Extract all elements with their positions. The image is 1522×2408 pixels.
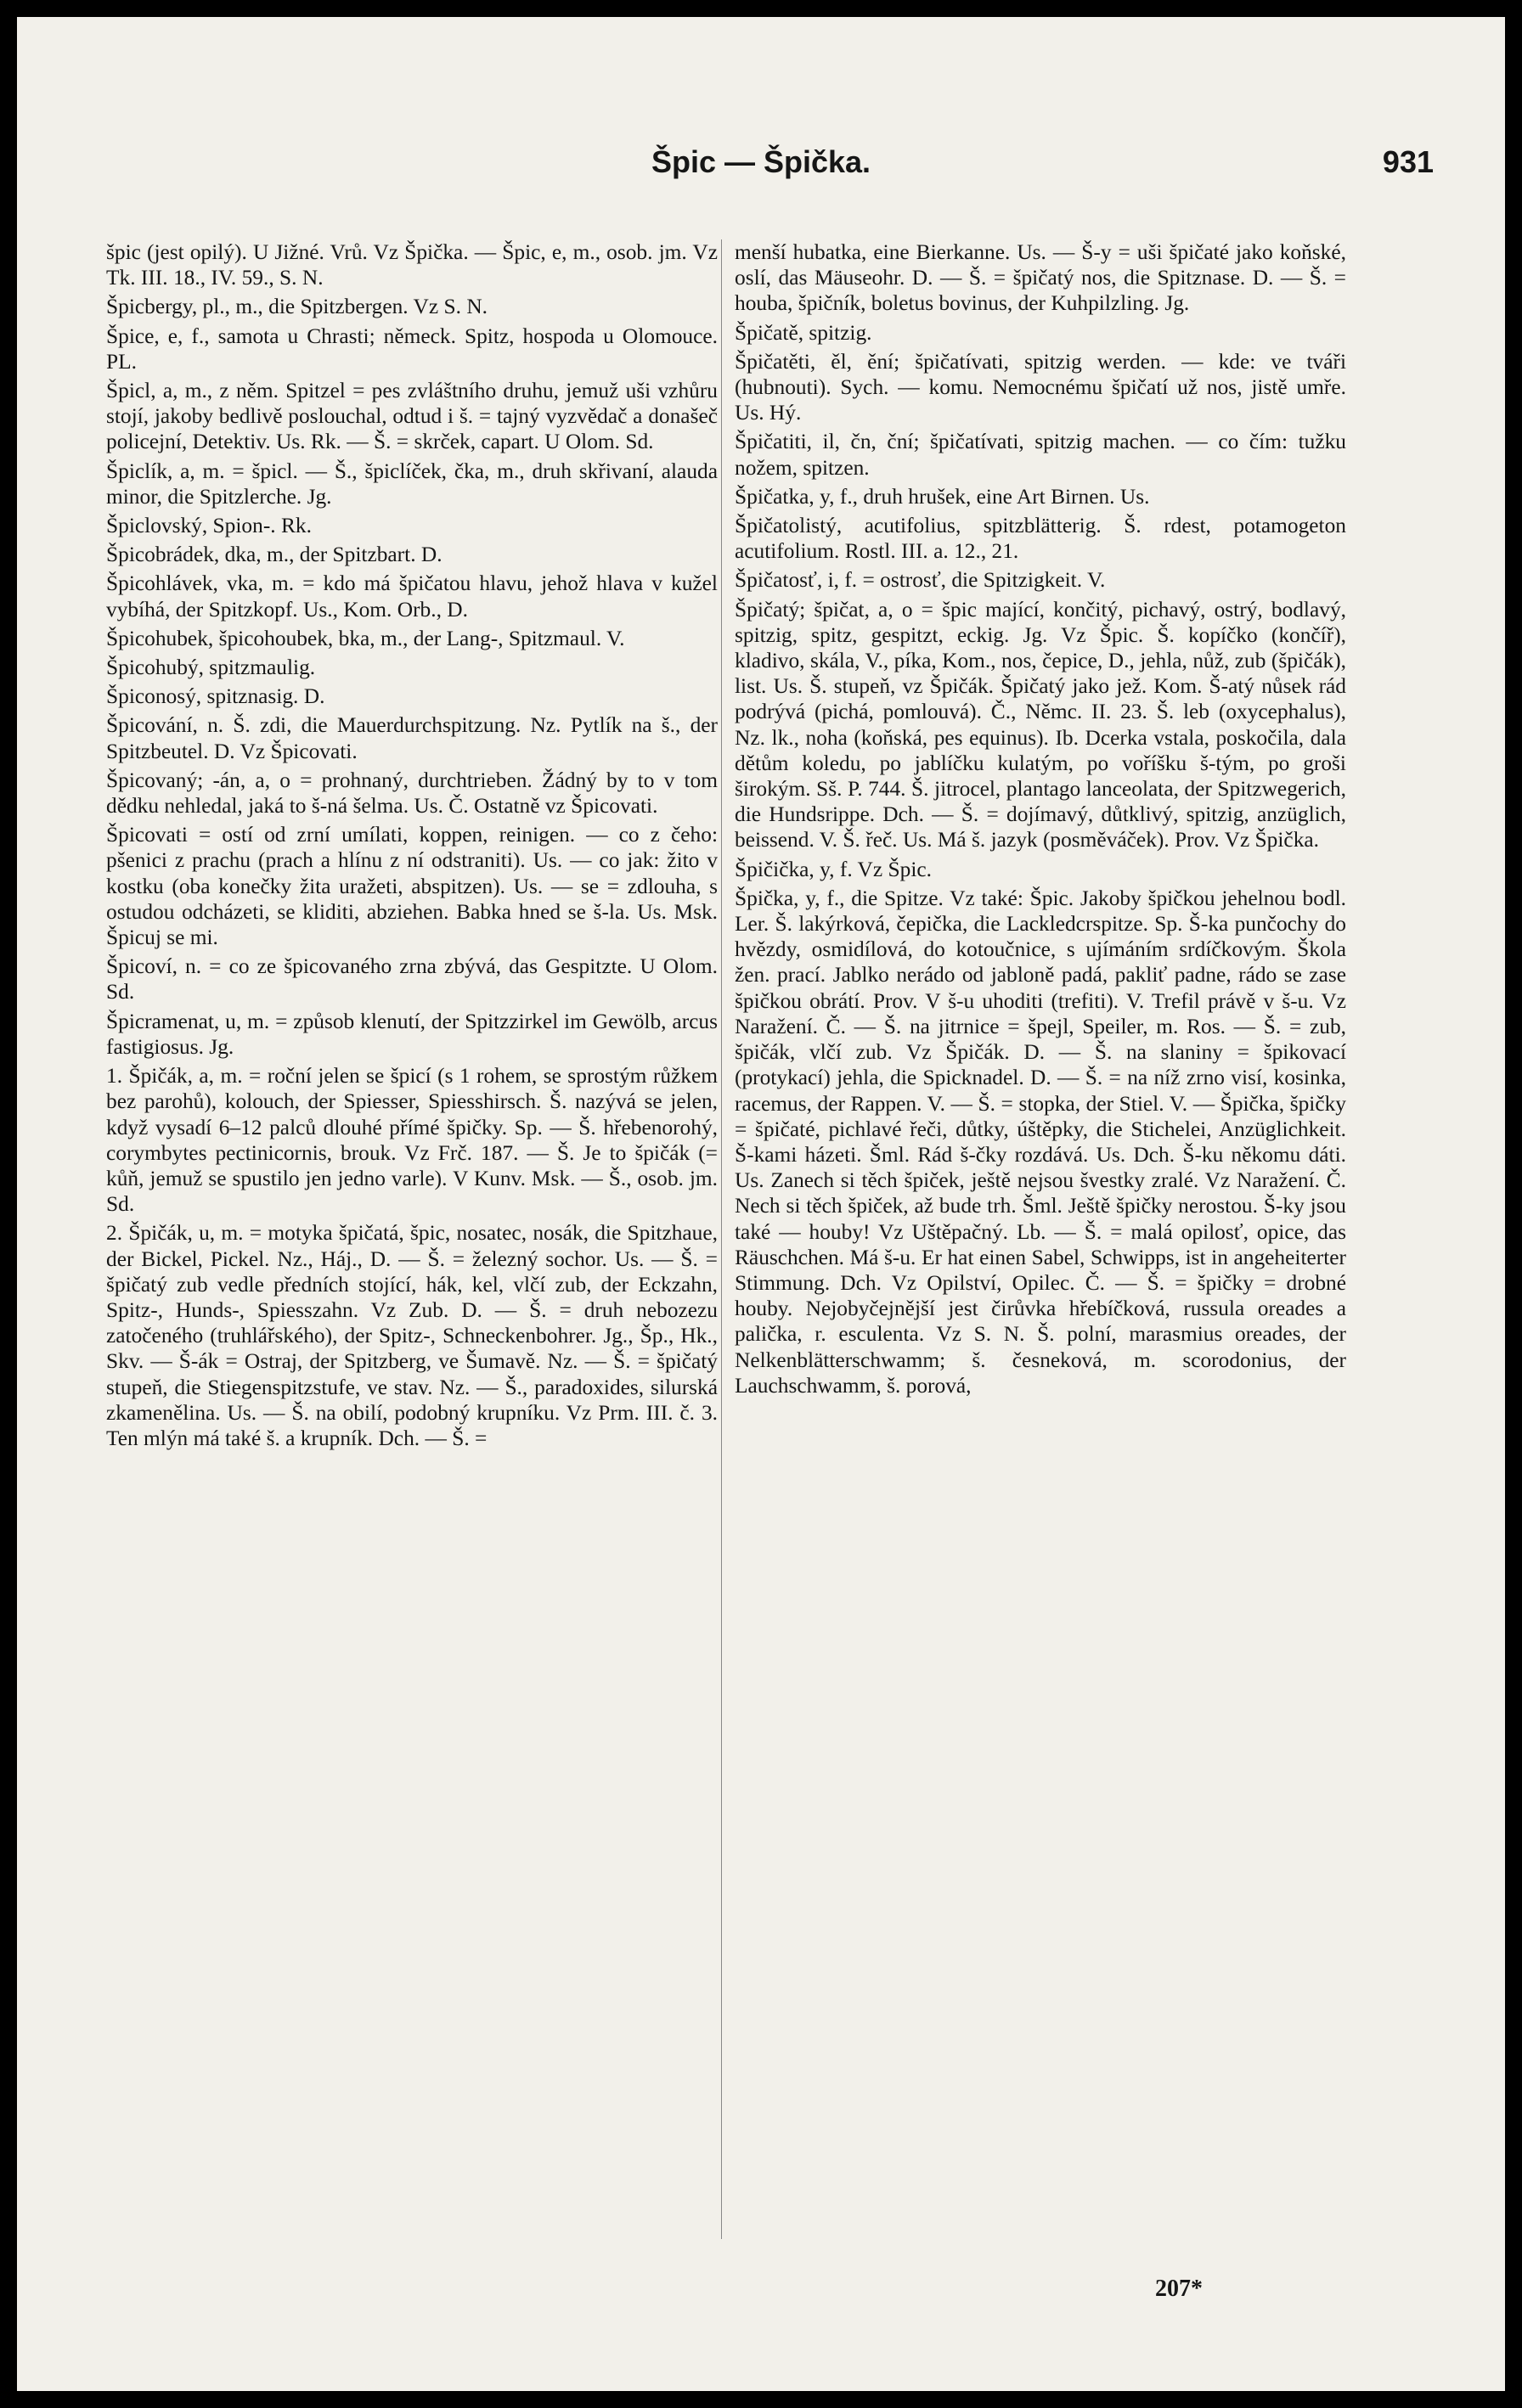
left-column-entry: Špicohubý, spitzmaulig. — [106, 655, 316, 680]
left-column-entry: Špiconosý, spitznasig. D. — [106, 684, 325, 709]
right-column-entry: Špičatěti, ěl, ění; špičatívati, spitzig werden. — kde: ve tváři (hubnouti). Sych. — komu. Nemocnému špičatí už nos, jistě umře. Us. Hý. — [735, 349, 1346, 425]
left-column-entry: Špicl, a, m., z něm. Spitzel = pes zvláštního druhu, jemuž uši vzhůru stojí, jakoby bedlivě poslouchal, odtud i š. = tajný vyzvědač a donašeč policejní, Detektiv. Us. Rk. — Š. = skrček, capart. U Olom. Sd. — [106, 379, 718, 454]
left-column-entry: Špicohubek, špicohoubek, bka, m., der Lang-, Spitzmaul. V. — [106, 626, 625, 650]
left-column-entry: Špicramenat, u, m. = způsob klenutí, der Spitzzirkel im Gewölb, arcus fastigiosus. Jg. — [106, 1009, 718, 1059]
right-column-entry: menší hubatka, eine Bierkanne. Us. — Š-y = uši špičaté jako koňské, oslí, das Mäuseohr. D. — Š. = špičatý nos, die Spitznase. D. — Š. = houba, špičník, boletus bovinus, der Kuhpilzling. Jg. — [735, 240, 1346, 316]
left-column-entry: Špicbergy, pl., m., die Spitzbergen. Vz S. N. — [106, 295, 488, 319]
left-column-entry: Špicování, n. Š. zdi, die Mauerdurchspitzung. Nz. Pytlík na š., der Spitzbeutel. D. Vz Špicovati. — [106, 713, 718, 763]
right-column-entry: Špičatiti, il, čn, ční; špičatívati, spitzig machen. — co čím: tužku nožem, spitzen. — [735, 430, 1346, 480]
right-column-entry: Špičatosť, i, f. = ostrosť, die Spitzigkeit. V. — [735, 568, 1106, 593]
left-column-entry: Špiclík, a, m. = špicl. — Š., špiclíček, čka, m., druh skřivaní, alauda minor, die Spitzlerche. Jg. — [106, 459, 718, 509]
right-column-entry: Špičatka, y, f., druh hrušek, eine Art Birnen. Us. — [735, 484, 1150, 509]
right-column — [735, 239, 1346, 1402]
left-column-entry: špic (jest opilý). U Jižné. Vrů. Vz Špička. — Špic, e, m., osob. jm. Vz Tk. III. 18., IV. 59., S. N. — [106, 240, 718, 290]
right-column-entry: Špička, y, f., die Spitze. Vz také: Špic. Jakoby špičkou jehelnou bodl. Ler. Š. lakýrková, čepička, die Lackledcrspitze. Sp. Š-ka punčochy do hvězdy, osmidílová, do kotoučnice, s ujímáním srdíčkovým. Škola žen. prací. Jablko nerádo od jabloně padá, pakliť padne, rádo se zase špičkou obrátí. Prov. V š-u uhoditi (trefiti). V. Trefil právě v š-u. Vz Naražení. Č. — Š. na jitrnice = špejl, Speiler, m. Ros. — Š. = zub, špičák, vlčí zub. Vz Špičák. D. — Š. na slaniny = špikovací (protykací) jehla, die Spicknadel. D. — Š. = na níž zrno visí, kosinka, racemus, der Rappen. V. — Š. = stopka, der Stiel. V. — Špička, špičky = špičaté, pichlavé řeči, důtky, úštěpky, die Stichelei, Anzüglichkeit. Š-kami házeti. Šml. Rád š-čky rozdává. Us. Dch. Š-ku někomu dáti. Us. Zanech si těch špiček, ještě nejsou švestky zralé. Vz Naražení. Č. Nech si těch špiček, až bude trh. Šml. Ještě špičky nerostou. Š-ky jsou také — houby! Vz Uštěpačný. Lb. — Š. = malá opilosť, opice, das Räuschchen. Má š-u. Er hat einen Sabel, Schwipps, ist in angeheiterter Stimmung. Dch. Vz Opilství, Opilec. Č. — Š. = špičky = drobné houby. Nejobyčejnější jest čirůvka hřebíčková, russula oreades a palička, r. esculenta. Vz S. N. Š. polní, marasmius oreades, der Nelkenblätterschwamm; š. česneková, m. scorodonius, der Lauchschwamm, š. porová, — [735, 886, 1346, 1398]
left-column-entry: Špice, e, f., samota u Chrasti; německ. Spitz, hospoda u Olomouce. PL. — [106, 324, 718, 374]
left-column-entry: Špicobrádek, dka, m., der Spitzbart. D. — [106, 543, 443, 567]
left-column-entry: 1. Špičák, a, m. = roční jelen se špicí (s 1 rohem, se sprostým růžkem bez parohů), kolouch, der Spiesser, Spiesshirsch. Š. nazývá se jelen, když vysadí 6–12 palců dlouhé přímé špičky. Sp. — Š. hřebenorohý, corymbytes pectinicornis, brouk. Vz Frč. 187. — Š. Je to špičák (= kůň, jemuž se spustilo jen jedno varle). V Kunv. Msk. — Š., osob. jm. Sd. — [106, 1064, 718, 1217]
left-column-entry: Špicoví, n. = co ze špicovaného zrna zbývá, das Gespitzte. U Olom. Sd. — [106, 954, 718, 1004]
right-column-entry: Špičička, y, f. Vz Špic. — [735, 857, 932, 881]
running-title: Špic — Špička. — [651, 144, 871, 179]
left-column-entry: Špiclovský, Spion-. Rk. — [106, 514, 312, 538]
left-column — [106, 239, 718, 1454]
right-column-entry: Špičatý; špičat, a, o = špic mající, končitý, pichavý, ostrý, bodlavý, spitzig, spitz, gespitzt, eckig. Jg. Vz Špic. Š. kopíčko (končíř), kladivo, skála, V., píka, Kom., nos, čepice, D., jehla, nůž, zub (špičák), list. Us. Š. stupeň, vz Špičák. Špičatý jako jež. Kom. Š-atý nůsek rád podrývá (pichá, pomlouvá). Č., Němc. II. 23. Š. leb (oxycephalus), Nz. lk., noha (koňská, pes equinus). Ib. Dcerka vstala, poskočila, dala dětům koledu, po jablíčku kulatým, po voříšku š-tým, po groši širokým. Sš. P. 744. Š. jitrocel, plantago lanceolata, der Spitzwegerich, die Hundsrippe. Dch. — Š. = dojímavý, důtklivý, spitzig, anzüglich, beissend. V. Š. řeč. Us. Má š. jazyk (posměváček). Prov. Vz Špička. — [735, 597, 1346, 852]
signature-mark: 207* — [1155, 2276, 1203, 2302]
left-column-entry: 2. Špičák, u, m. = motyka špičatá, špic, nosatec, nosák, die Spitzhaue, der Bickel, Pickel. Nz., Háj., D. — Š. = železný sochor. Us. — Š. = špičatý zub vedle předních stojící, hák, kel, vlčí zub, der Eckzahn, Spitz-, Hunds-, Spiesszahn. Vz Zub. D. — Š. = druh nebozezu zatočeného (truhlářského), der Spitz-, Schneckenbohrer. Jg., Šp., Hk., Skv. — Š-ák = Ostraj, der Spitzberg, ve Šumavě. Nz. — Š. = špičatý stupeň, die Stiegenspitzstufe, ve stav. Nz. — Š., paradoxides, silurská zkamenělina. Us. — Š. na obilí, podobný krupníku. Vz Prm. III. č. 3. Ten mlýn má také š. a krupník. Dch. — Š. = — [106, 1221, 718, 1450]
dictionary-page — [17, 17, 1505, 2391]
page-header — [17, 144, 1505, 195]
left-column-entry: Špicovati = ostí od zrní umílati, koppen, reinigen. — co z čeho: pšenici z prachu (prach a hlínu z ní odstraniti). Us. — co jak: žito v kostku (oba konečky žita uražeti, abspitzen). Us. — se = zdlouha, s ostudou odcházeti, se kliditi, abziehen. Babka hned se š-la. Us. Msk. Špicuj se mi. — [106, 823, 718, 950]
left-column-entry: Špicohlávek, vka, m. = kdo má špičatou hlavu, jehož hlava v kužel vybíhá, der Spitzkopf. Us., Kom. Orb., D. — [106, 571, 718, 622]
right-column-entry: Špičatě, spitzig. — [735, 320, 872, 345]
left-column-entry: Špicovaný; -án, a, o = prohnaný, durchtrieben. Žádný by to v tom dědku nehledal, jaká to š-ná šelma. Us. Č. Ostatně vz Špicovati. — [106, 768, 718, 819]
page-number: 931 — [1382, 144, 1434, 179]
right-column-entry: Špičatolistý, acutifolius, spitzblätterig. Š. rdest, potamogeton acutifolium. Rostl. III. a. 12., 21. — [735, 514, 1346, 564]
column-divider — [721, 239, 722, 2239]
